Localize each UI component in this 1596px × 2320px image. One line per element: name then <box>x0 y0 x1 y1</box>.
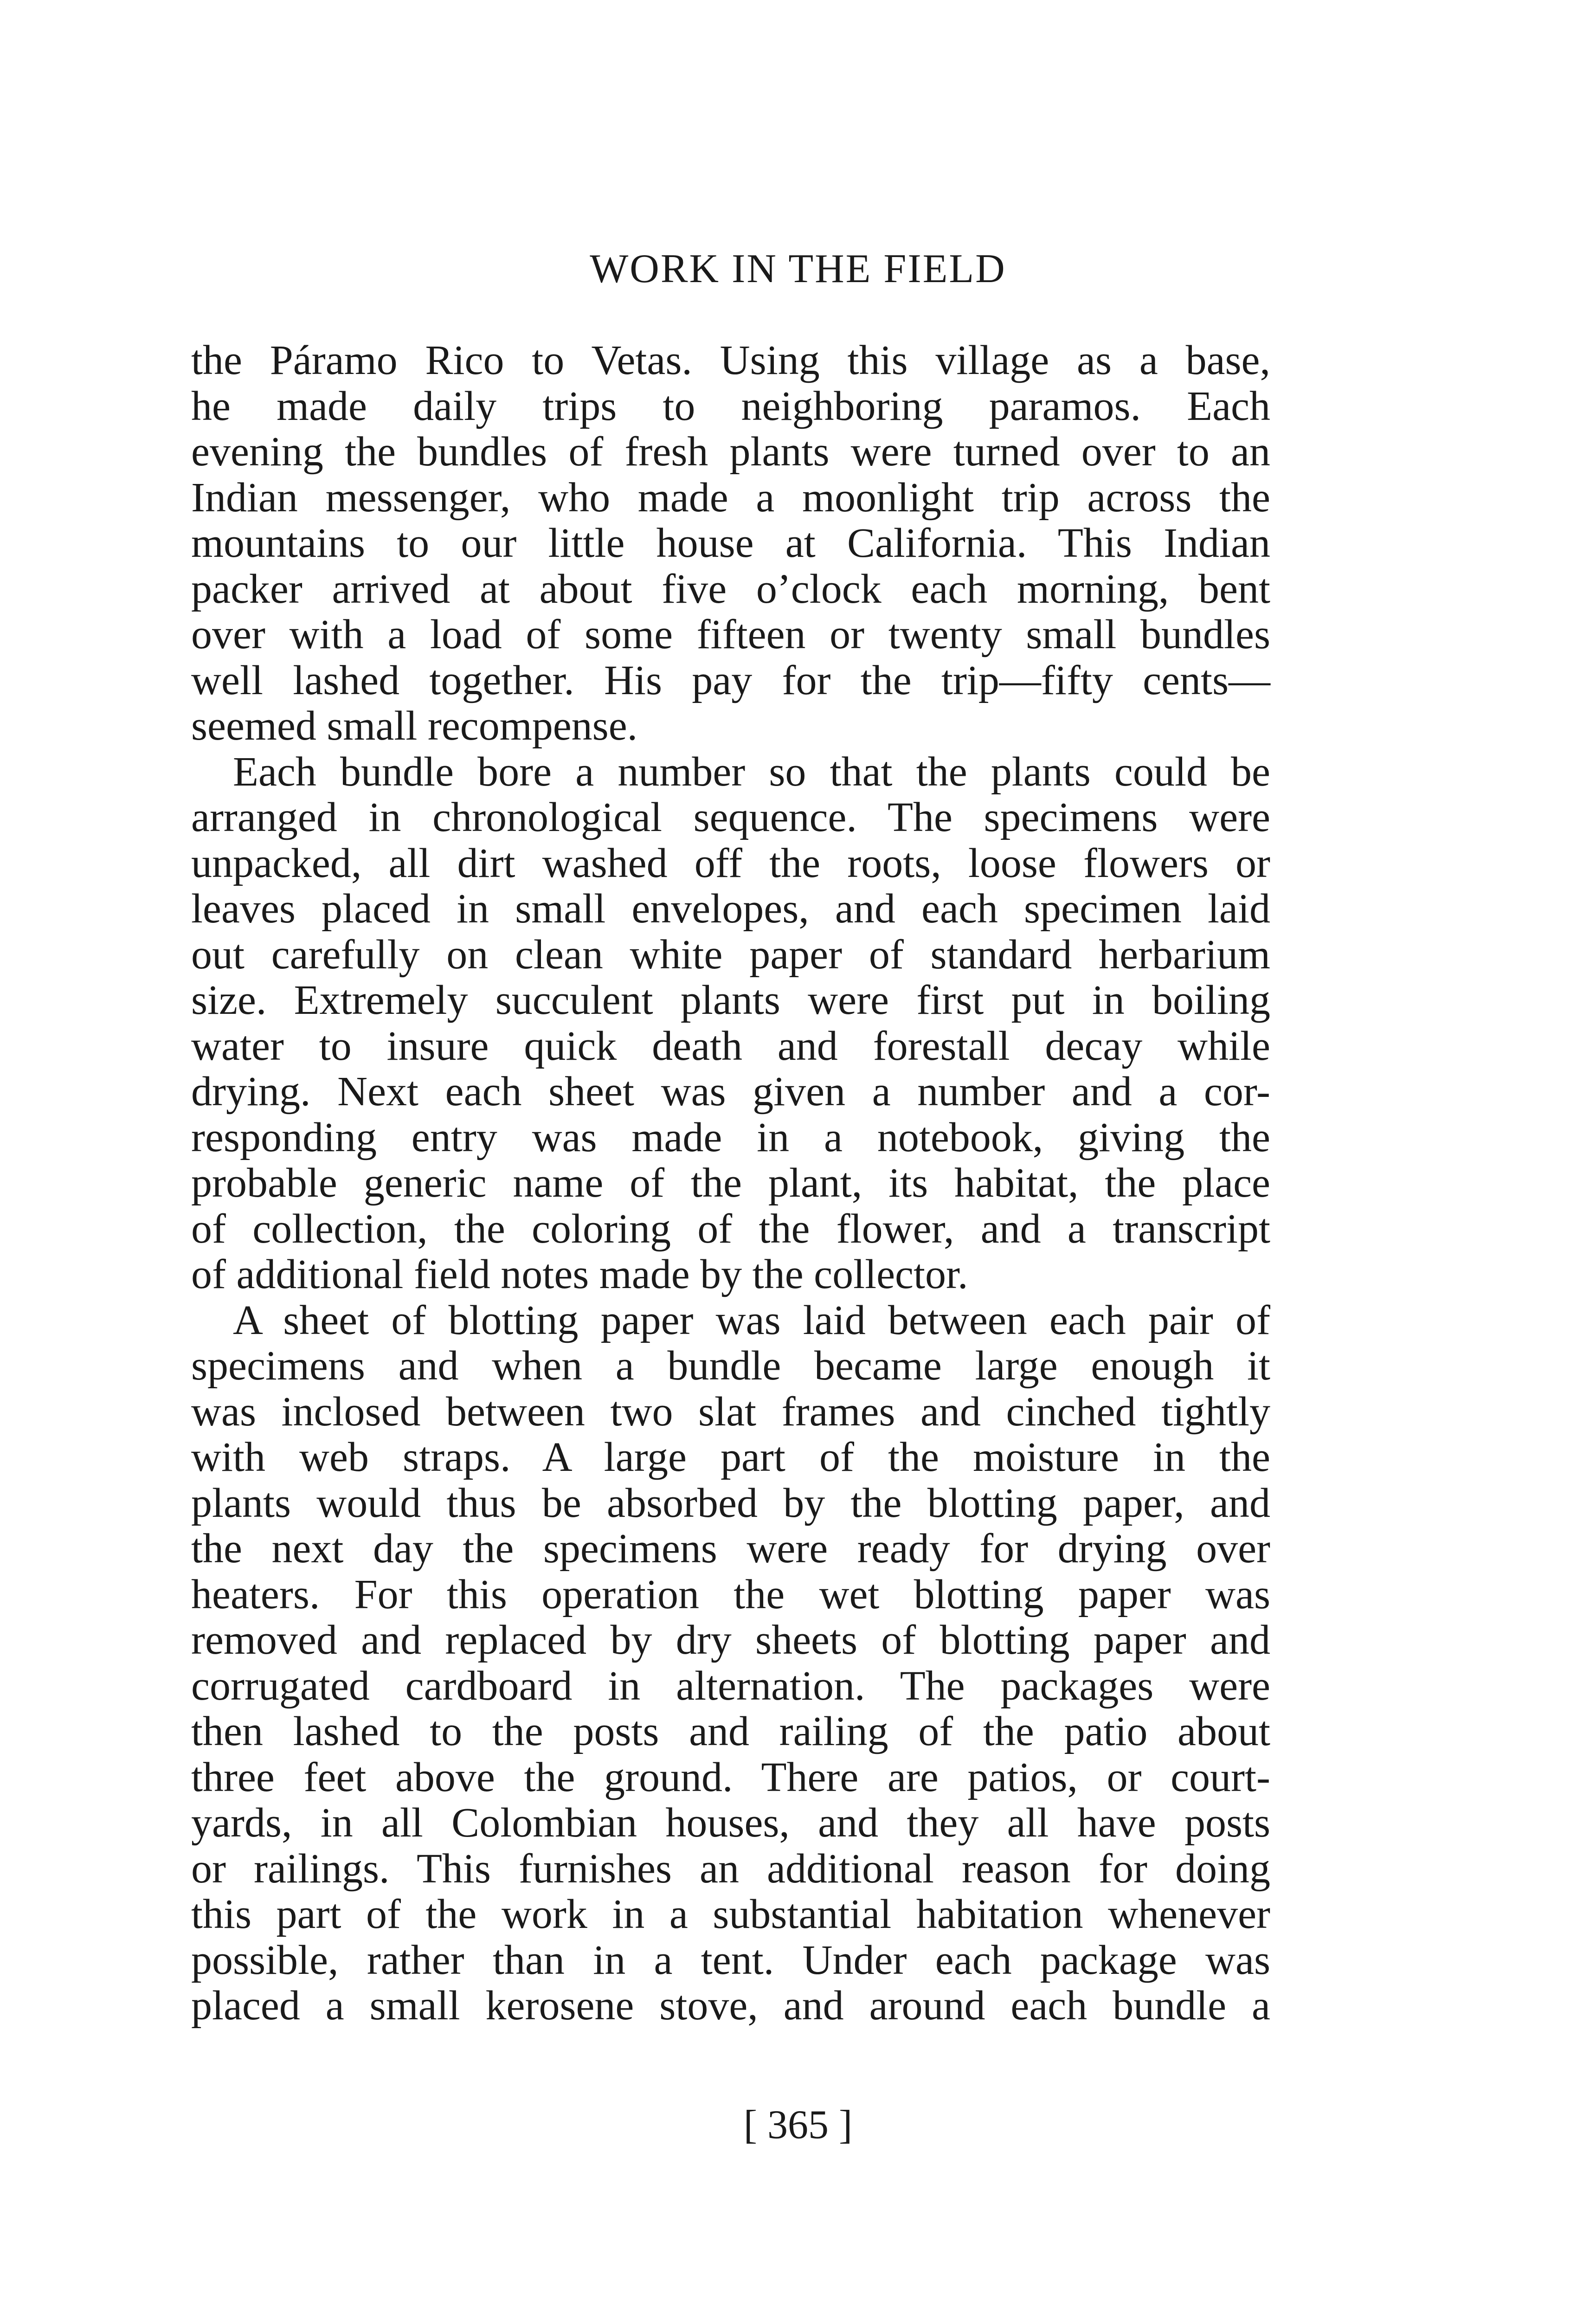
paragraph <box>191 1298 1270 2029</box>
text-line: packer arrived at about five o’clock each morning, bent <box>191 566 1270 612</box>
text-line: this part of the work in a substantial habitation whenever <box>191 1891 1270 1937</box>
text-line: A sheet of blotting paper was laid between each pair of <box>233 1297 1270 1343</box>
text-line: yards, in all Colombian houses, and they all have posts <box>191 1800 1270 1846</box>
paragraph <box>191 749 1270 1298</box>
text-line: water to insure quick death and forestall decay while <box>191 1023 1270 1069</box>
body-text <box>191 338 1270 2029</box>
page-number: [ 365 ] <box>743 2102 853 2147</box>
text-line: possible, rather than in a tent. Under each package was <box>191 1937 1270 1983</box>
text-line: specimens and when a bundle became large enough it <box>191 1343 1270 1389</box>
text-line: of collection, the coloring of the flower, and a transcript <box>191 1205 1270 1252</box>
text-line: leaves placed in small envelopes, and each specimen laid <box>191 886 1270 932</box>
text-line: with web straps. A large part of the moisture in the <box>191 1434 1270 1480</box>
text-line: the next day the specimens were ready for drying over <box>191 1526 1270 1572</box>
text-line: placed a small kerosene stove, and around each bundle a <box>191 1983 1270 2029</box>
text-line: unpacked, all dirt washed off the roots, loose flowers or <box>191 840 1270 886</box>
paragraph <box>191 338 1270 749</box>
text-line: was inclosed between two slat frames and cinched tightly <box>191 1388 1270 1435</box>
text-line: probable generic name of the plant, its habitat, the place <box>191 1160 1270 1206</box>
text-line: the Páramo Rico to Vetas. Using this village as a base, <box>191 337 1270 383</box>
text-line: arranged in chronological sequence. The specimens were <box>191 794 1270 840</box>
text-line: heaters. For this operation the wet blotting paper was <box>191 1571 1270 1618</box>
text-line: seemed small recompense. <box>191 703 638 749</box>
text-line: well lashed together. His pay for the trip—fifty cents— <box>191 657 1270 703</box>
text-line: Indian messenger, who made a moonlight trip across the <box>191 474 1270 521</box>
text-line: over with a load of some fifteen or twenty small bundles <box>191 612 1270 657</box>
text-line: mountains to our little house at California. This Indian <box>191 520 1270 566</box>
text-line: corrugated cardboard in alternation. The packages were <box>191 1663 1270 1709</box>
running-head: WORK IN THE FIELD <box>590 246 1006 291</box>
text-line: plants would thus be absorbed by the blotting paper, and <box>191 1480 1270 1526</box>
text-line: then lashed to the posts and railing of the patio about <box>191 1708 1270 1754</box>
text-line: responding entry was made in a notebook, giving the <box>191 1114 1270 1160</box>
text-line: evening the bundles of fresh plants were turned over to an <box>191 429 1270 475</box>
text-line: drying. Next each sheet was given a number and a cor- <box>191 1069 1270 1115</box>
text-line: Each bundle bore a number so that the plants could be <box>233 748 1270 795</box>
text-line: of additional field notes made by the collector. <box>191 1251 968 1297</box>
text-line: he made daily trips to neighboring paramos. Each <box>191 383 1270 429</box>
text-line: out carefully on clean white paper of standard herbarium <box>191 931 1270 978</box>
text-line: three feet above the ground. There are patios, or court- <box>191 1754 1270 1800</box>
text-line: or railings. This furnishes an additional reason for doing <box>191 1845 1270 1892</box>
text-line: size. Extremely succulent plants were first put in boiling <box>191 977 1270 1023</box>
text-line: removed and replaced by dry sheets of blotting paper and <box>191 1617 1270 1663</box>
